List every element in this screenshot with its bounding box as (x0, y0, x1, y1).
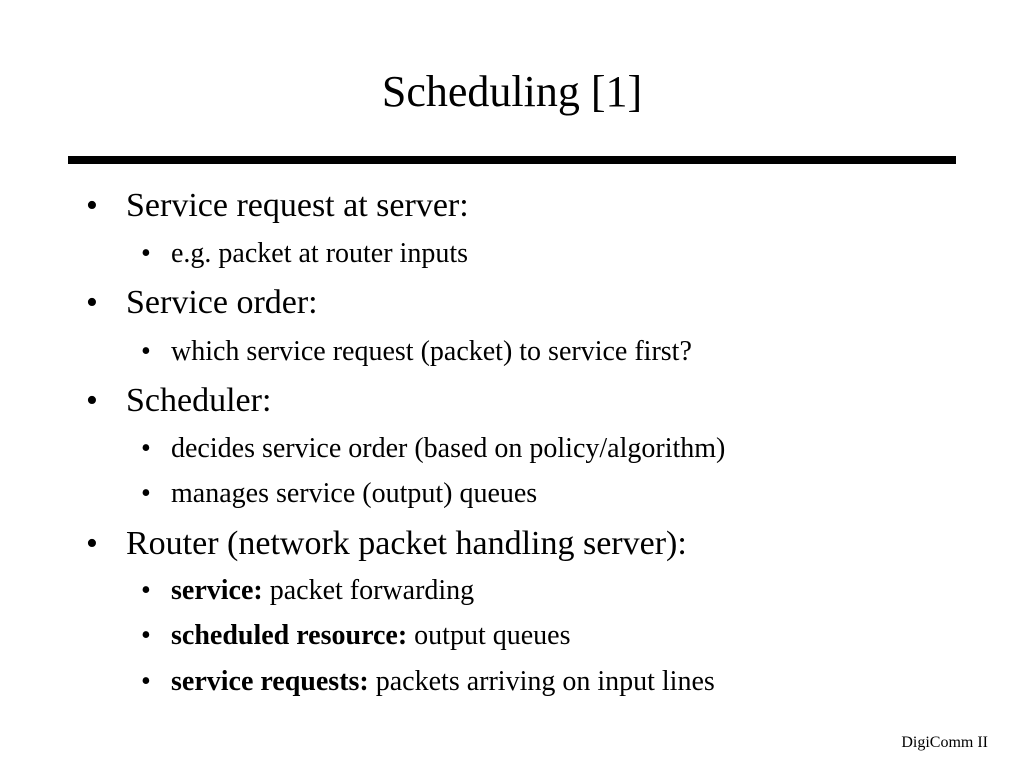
bullet-text: output queues (407, 620, 571, 651)
bullet-term: service requests: (171, 666, 369, 697)
sub-bullet-item (141, 432, 725, 466)
bullet-icon: • (141, 478, 151, 509)
bullet-icon: • (141, 666, 151, 697)
bullet-text: packet forwarding (262, 575, 475, 606)
bullet-item (86, 283, 318, 323)
bullet-icon: • (141, 575, 151, 606)
slide-title: Scheduling [1] (381, 67, 643, 116)
bullet-term: service: (171, 575, 263, 606)
sub-bullet-item (141, 574, 474, 608)
bullet-text: Router (network packet handling server): (126, 525, 687, 562)
bullet-icon: • (141, 433, 151, 464)
bullet-term: scheduled resource: (171, 620, 408, 651)
bullet-icon: • (86, 284, 98, 321)
bullet-text: packets arriving on input lines (368, 666, 715, 697)
sub-bullet-item (141, 665, 715, 699)
bullet-icon: • (141, 238, 151, 269)
slide-footer: DigiComm II (901, 734, 988, 751)
sub-bullet-item (141, 477, 537, 511)
bullet-item (86, 524, 687, 564)
bullet-item (86, 186, 469, 226)
bullet-icon: • (86, 187, 98, 224)
sub-bullet-item (141, 619, 570, 653)
bullet-icon: • (141, 336, 151, 367)
bullet-icon: • (86, 382, 98, 419)
bullet-text: decides service order (based on policy/algorithm) (171, 433, 726, 464)
sub-bullet-item (141, 237, 468, 271)
bullet-text: which service request (packet) to service first? (171, 336, 692, 367)
bullet-item (86, 381, 271, 421)
bullet-text: e.g. packet at router inputs (171, 238, 469, 269)
bullet-text: Service order: (126, 284, 318, 321)
bullet-text: Scheduler: (126, 382, 272, 419)
bullet-icon: • (141, 620, 151, 651)
bullet-icon: • (86, 525, 98, 562)
sub-bullet-item (141, 335, 692, 369)
bullet-text: manages service (output) queues (171, 478, 538, 509)
bullet-text: Service request at server: (126, 187, 469, 224)
